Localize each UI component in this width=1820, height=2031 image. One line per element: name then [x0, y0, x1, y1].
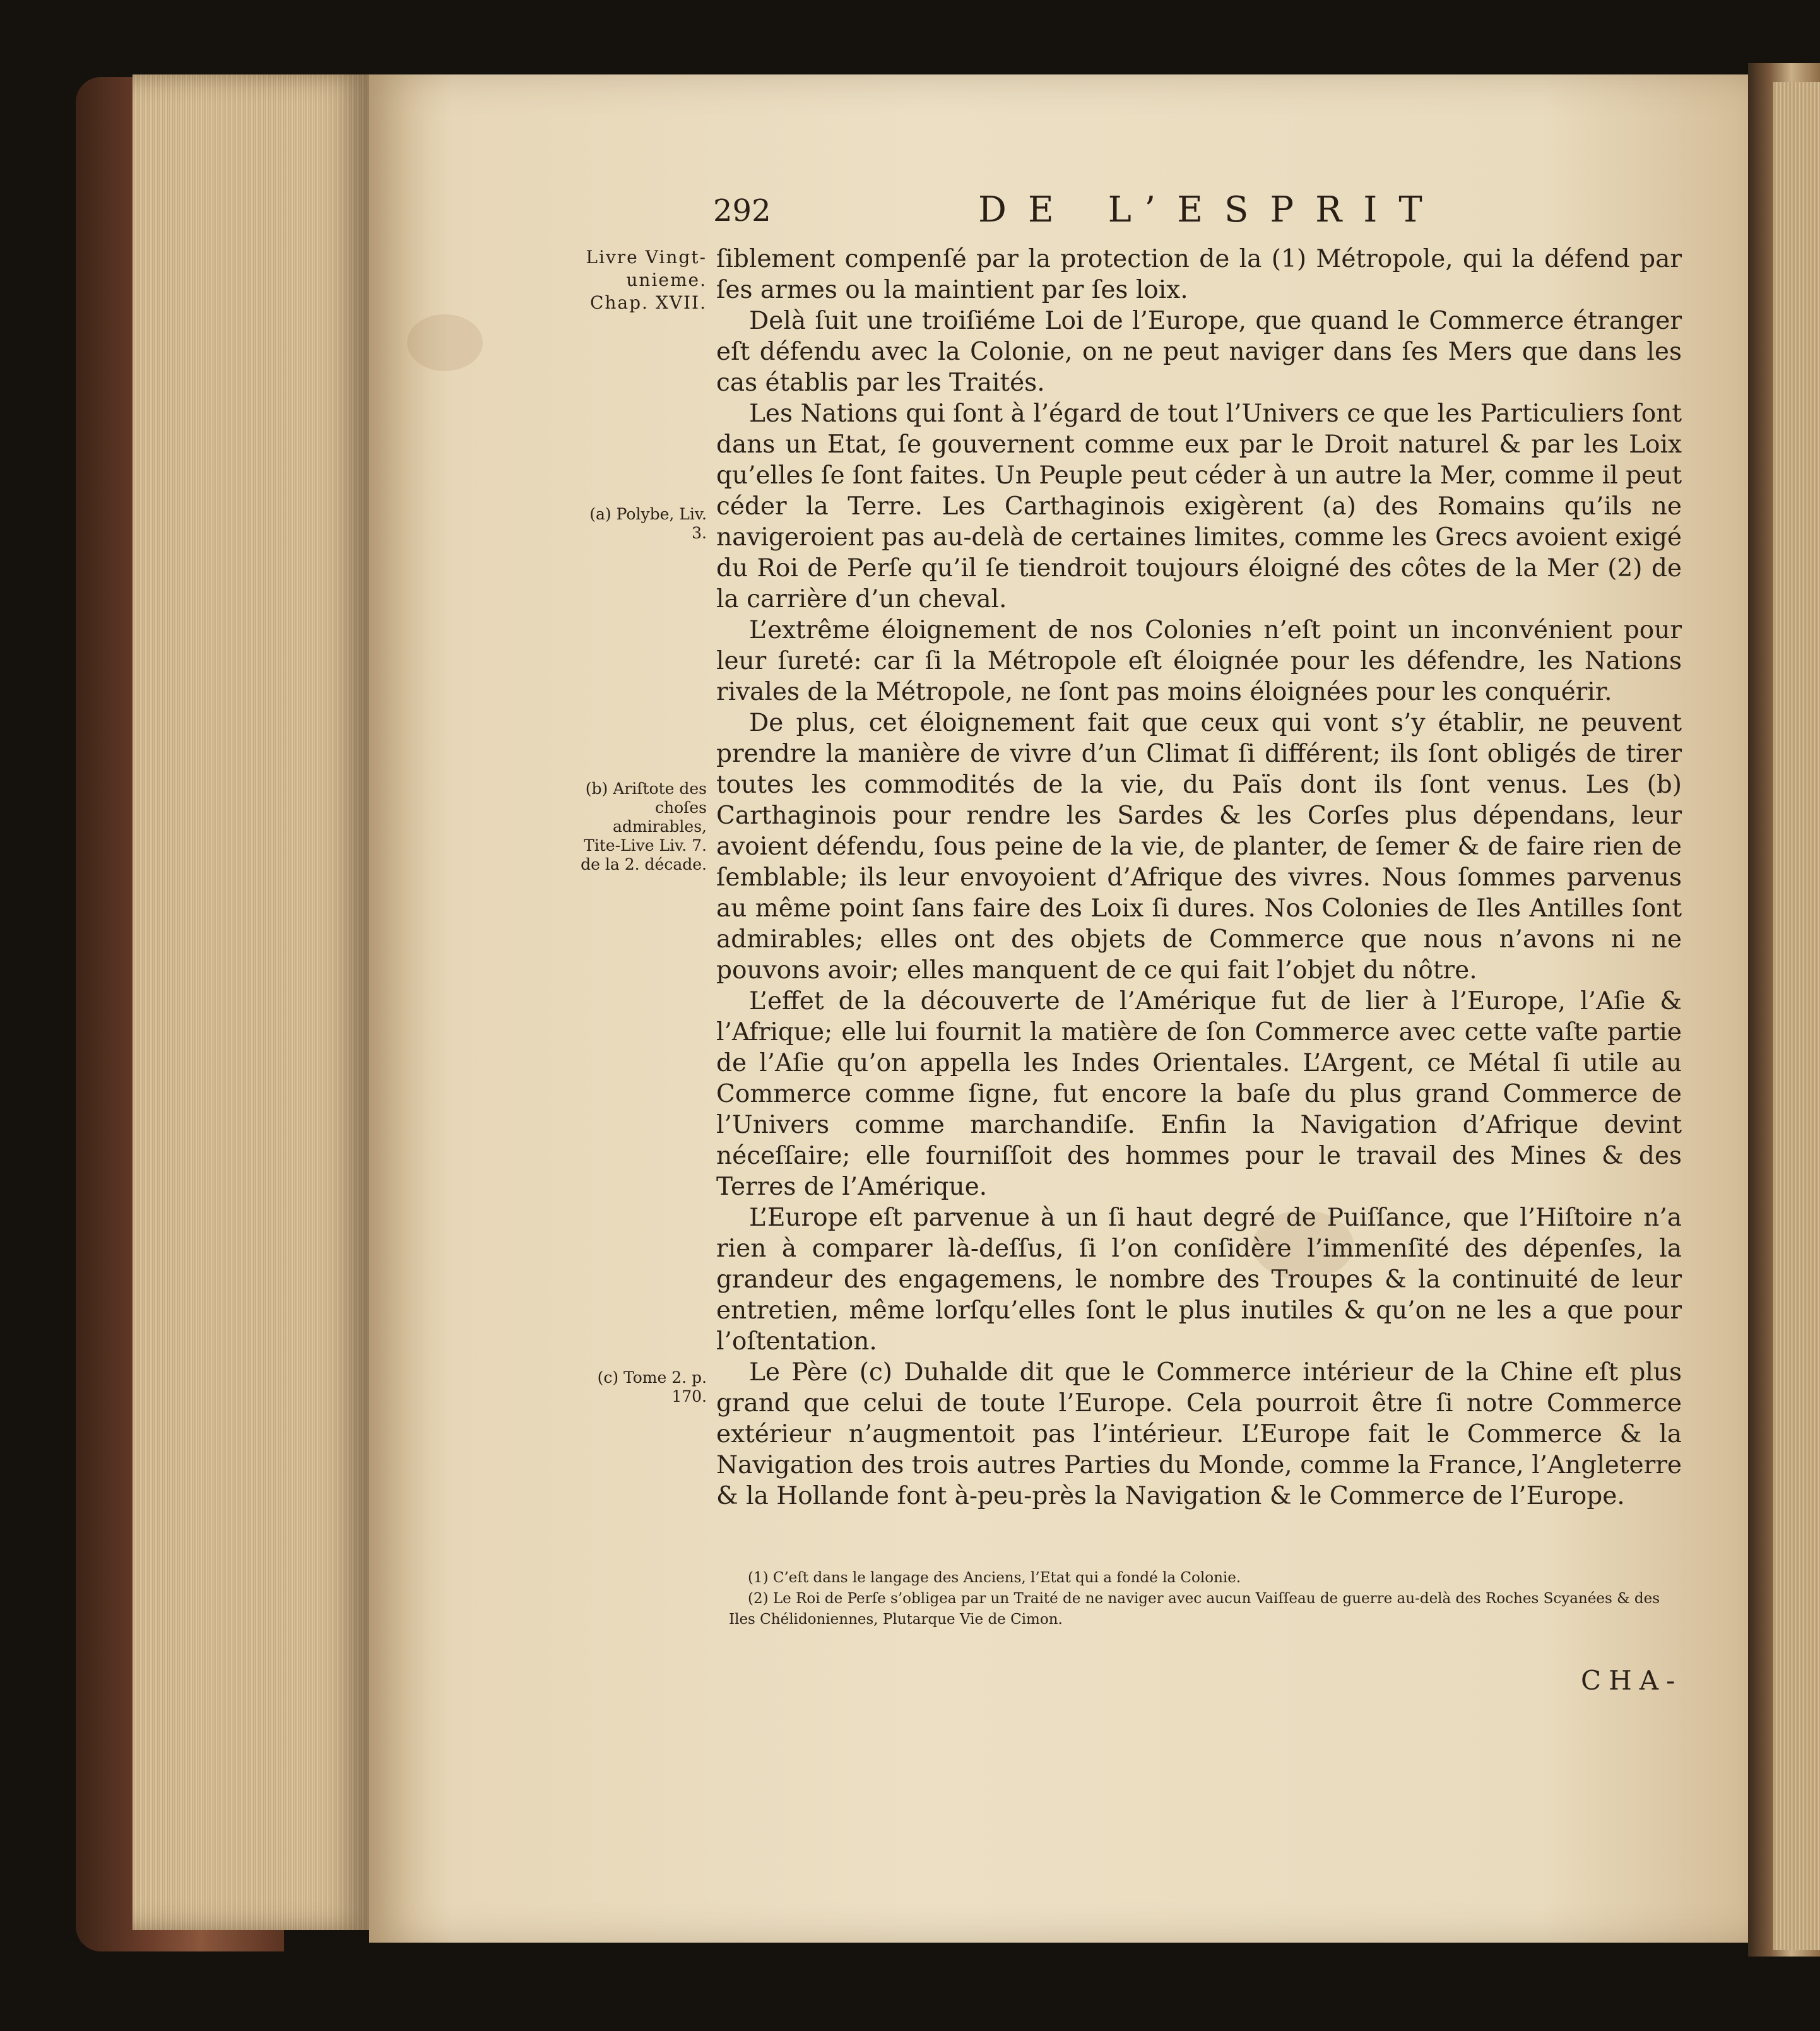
page-block-edges — [133, 74, 369, 1930]
paragraph: L’Europe eſt parvenue à un ſi haut degré de Puiſſance, que l’Hiſtoire n’a rien à comparer là-deſſus, ſi l’on conſidère l’immenſité des dépenſes, la grandeur des engagemens, le nombre des Troupes & la continuité de leur entretien, même lorſqu’elles ſont le plus inutiles & qu’on ne les a que pour l’oſtentation. — [716, 1204, 1682, 1356]
paragraph: Le Père (c) Duhalde dit que le Commerce intérieur de la Chine eſt plus grand que celui de toute l’Europe. Cela pourroit être ſi notre Commerce extérieur n’augmentoit pas l’intérieur. L’Europe fait le Commerce & la Navigation des trois autres Parties du Monde, comme la France, l’Angleterre & la Hollande font à-peu-près la Navigation & le Commerce de l’Europe. — [716, 1358, 1682, 1510]
paragraph: Delà ſuit une troiſiéme Loi de l’Europe, que quand le Commerce étranger eſt défendu avec la Colonie, on ne peut naviger dans ſes Mers que dans les cas établis par les Traités. — [716, 307, 1682, 397]
running-title: DE L’ESPRIT — [978, 189, 1444, 230]
margin-note-a: (a) Polybe, Liv. 3. — [589, 505, 707, 542]
main-text — [716, 244, 1682, 1512]
paragraph: ſiblement compenſé par la protection de la (1) Métropole, qui la défend par ſes armes ou la maintient par ſes loix. — [716, 245, 1682, 304]
footnote: (1) C’eſt dans le langage des Anciens, l’Etat qui a fondé la Colonie. — [748, 1570, 1241, 1586]
paragraph: L’effet de la découverte de l’Amérique fut de lier à l’Europe, l’Aſie & l’Afrique; elle lui fournit la matière de ſon Commerce avec cette vaſte partie de l’Aſie qu’on appella les Indes Orientales. L’Argent, ce Métal ſi utile au Commerce comme ſigne, fut encore la baſe du plus grand Commerce de l’Univers comme marchandiſe. Enfin la Navigation d’Afrique devint néceſſaire; elle fourniſſoit des hommes pour le travail des Mines & des Terres de l’Amérique. — [716, 987, 1682, 1201]
running-head — [713, 189, 1698, 240]
footnotes — [729, 1568, 1688, 1630]
paragraph: De plus, cet éloignement fait que ceux qui vont s’y établir, ne peuvent prendre la manière de vivre d’un Climat ſi différent; ils ſont obligés de tirer toutes les commodités de la vie, du Païs dont ils ſont venus. Les (b) Carthaginois pour rendre les Sardes & les Corſes plus dépendans, leur avoient défendu, ſous peine de la vie, de planter, de ſemer & de faire rien de ſemblable; ils leur envoyoient d’Afrique des vivres. Nous ſommes parvenus au même point ſans faire des Loix ſi dures. Nos Colonies de Iles Antilles ſont admirables; elles ont des objets de Commerce que nous n’avons ni ne pouvons avoir; elles manquent de ce qui fait l’objet du nôtre. — [716, 709, 1682, 985]
paragraph: Les Nations qui ſont à l’égard de tout l’Univers ce que les Particuliers ſont dans un Etat, ſe gouvernent comme eux par le Droit naturel & par les Loix qu’elles ſe ſont faites. Un Peuple peut céder à un autre la Mer, comme il peut céder la Terre. Les Carthaginois exigèrent (a) des Romains qu’ils ne navigeroient pas au-delà de certaines limites, comme les Grecs avoient exigé du Roi de Perſe qu’il ſe tiendroit toujours éloigné des côtes de la Mer (2) de la carrière d’un cheval. — [716, 400, 1682, 613]
facing-page-edge — [1773, 82, 1820, 1950]
footnote: (2) Le Roi de Perſe s’obligea par un Traité de ne naviger avec aucun Vaiſſeau de guerre au-delà des Roches Scyanées & des Iles Chélidoniennes, Plutarque Vie de Cimon. — [729, 1590, 1660, 1628]
foxing-stain — [407, 314, 483, 371]
catchword: CHA- — [1581, 1665, 1683, 1696]
margin-note-c: (c) Tome 2. p. 170. — [597, 1368, 707, 1406]
page-number: 292 — [713, 193, 771, 228]
margin-note-b: (b) Ariſtote des choſes admirables, Tite-Live Liv. 7. de la 2. décade. — [581, 779, 707, 873]
paragraph: L’extrême éloignement de nos Colonies n’eſt point un inconvénient pour leur ſureté: car ſi la Métropole eſt éloignée pour les défendre, les Nations rivales de la Métropole, ne ſont pas moins éloignées pour les conquérir. — [716, 616, 1682, 706]
margin-note-chapter: Livre Vingt-unieme. Chap. XVII. — [586, 247, 707, 313]
